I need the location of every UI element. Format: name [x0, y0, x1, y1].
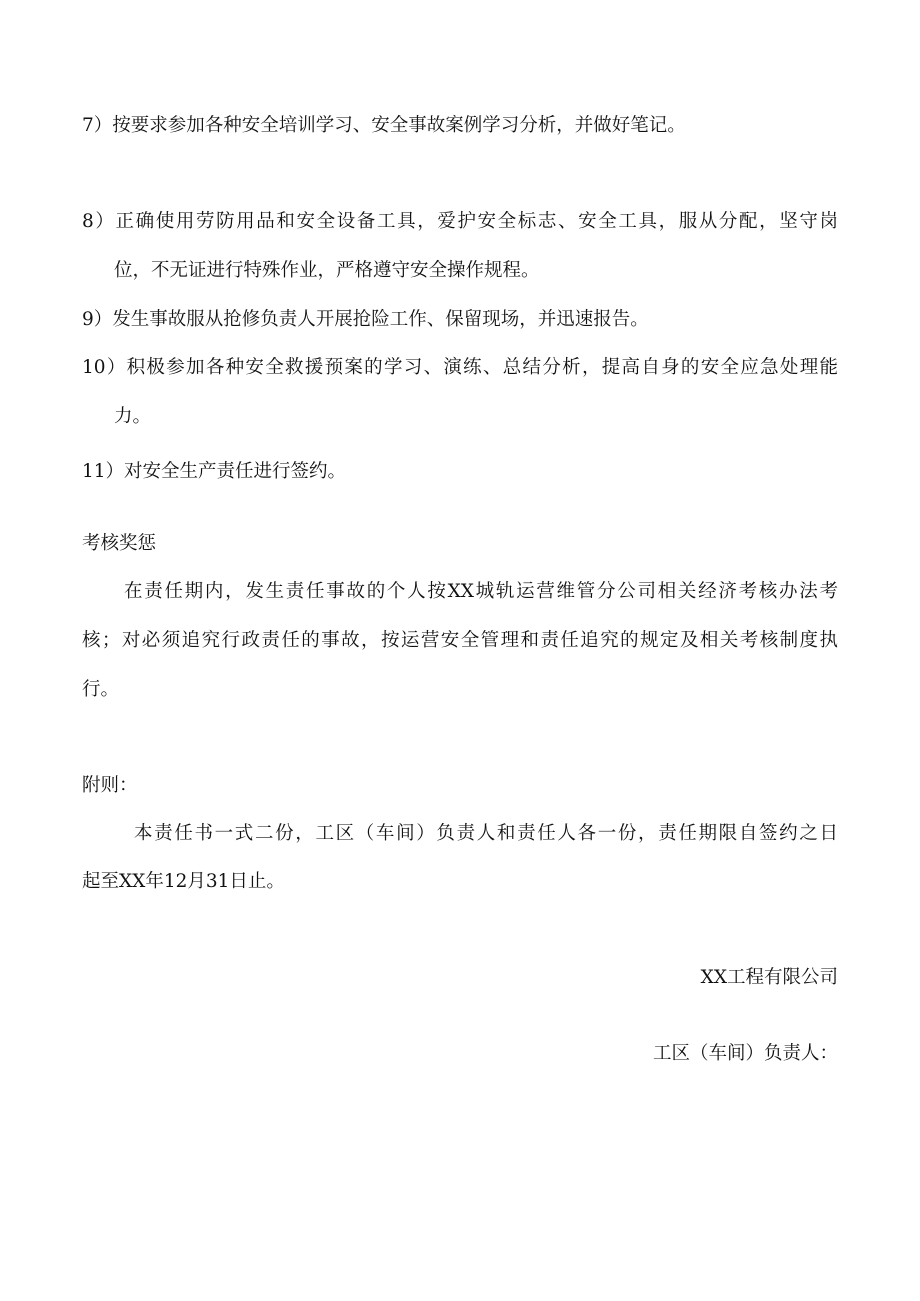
assessment-paragraph-line-1: 在责任期内，发生责任事故的个人按XX城轨运营维管分公司相关经济考核办法考	[124, 581, 838, 602]
appendix-paragraph-line-2: 起至XX年12月31日止。	[82, 871, 285, 892]
assessment-heading: 考核奖惩	[82, 533, 157, 554]
appendix-paragraph-line-1: 本责任书一式二份，工区（车间）负责人和责任人各一份，责任期限自签约之日	[134, 823, 838, 844]
appendix-heading: 附则：	[82, 775, 138, 796]
duty-item-10-line-1: 10）积极参加各种安全救援预案的学习、演练、总结分析，提高自身的安全应急处理能	[82, 357, 838, 378]
duty-item-8-line-1: 8）正确使用劳防用品和安全设备工具，爱护安全标志、安全工具，服从分配，坚守岗	[82, 211, 838, 232]
duty-item-10-line-2: 力。	[114, 406, 152, 427]
duty-item-7: 7）按要求参加各种安全培训学习、安全事故案例学习分析，并做好笔记。	[82, 115, 686, 136]
company-signature: XX工程有限公司	[700, 967, 838, 988]
duty-item-8-line-2: 位，不无证进行特殊作业，严格遵守安全操作规程。	[114, 260, 540, 281]
assessment-paragraph-line-3: 行。	[82, 679, 120, 700]
assessment-paragraph-line-2: 核；对必须追究行政责任的事故，按运营安全管理和责任追究的规定及相关考核制度执	[82, 630, 838, 651]
responsible-person-signature-label: 工区（车间）负责人：	[652, 1043, 838, 1064]
duty-item-11: 11）对安全生产责任进行签约。	[82, 461, 347, 482]
duty-item-9: 9）发生事故服从抢修负责人开展抢险工作、保留现场，并迅速报告。	[82, 309, 649, 330]
